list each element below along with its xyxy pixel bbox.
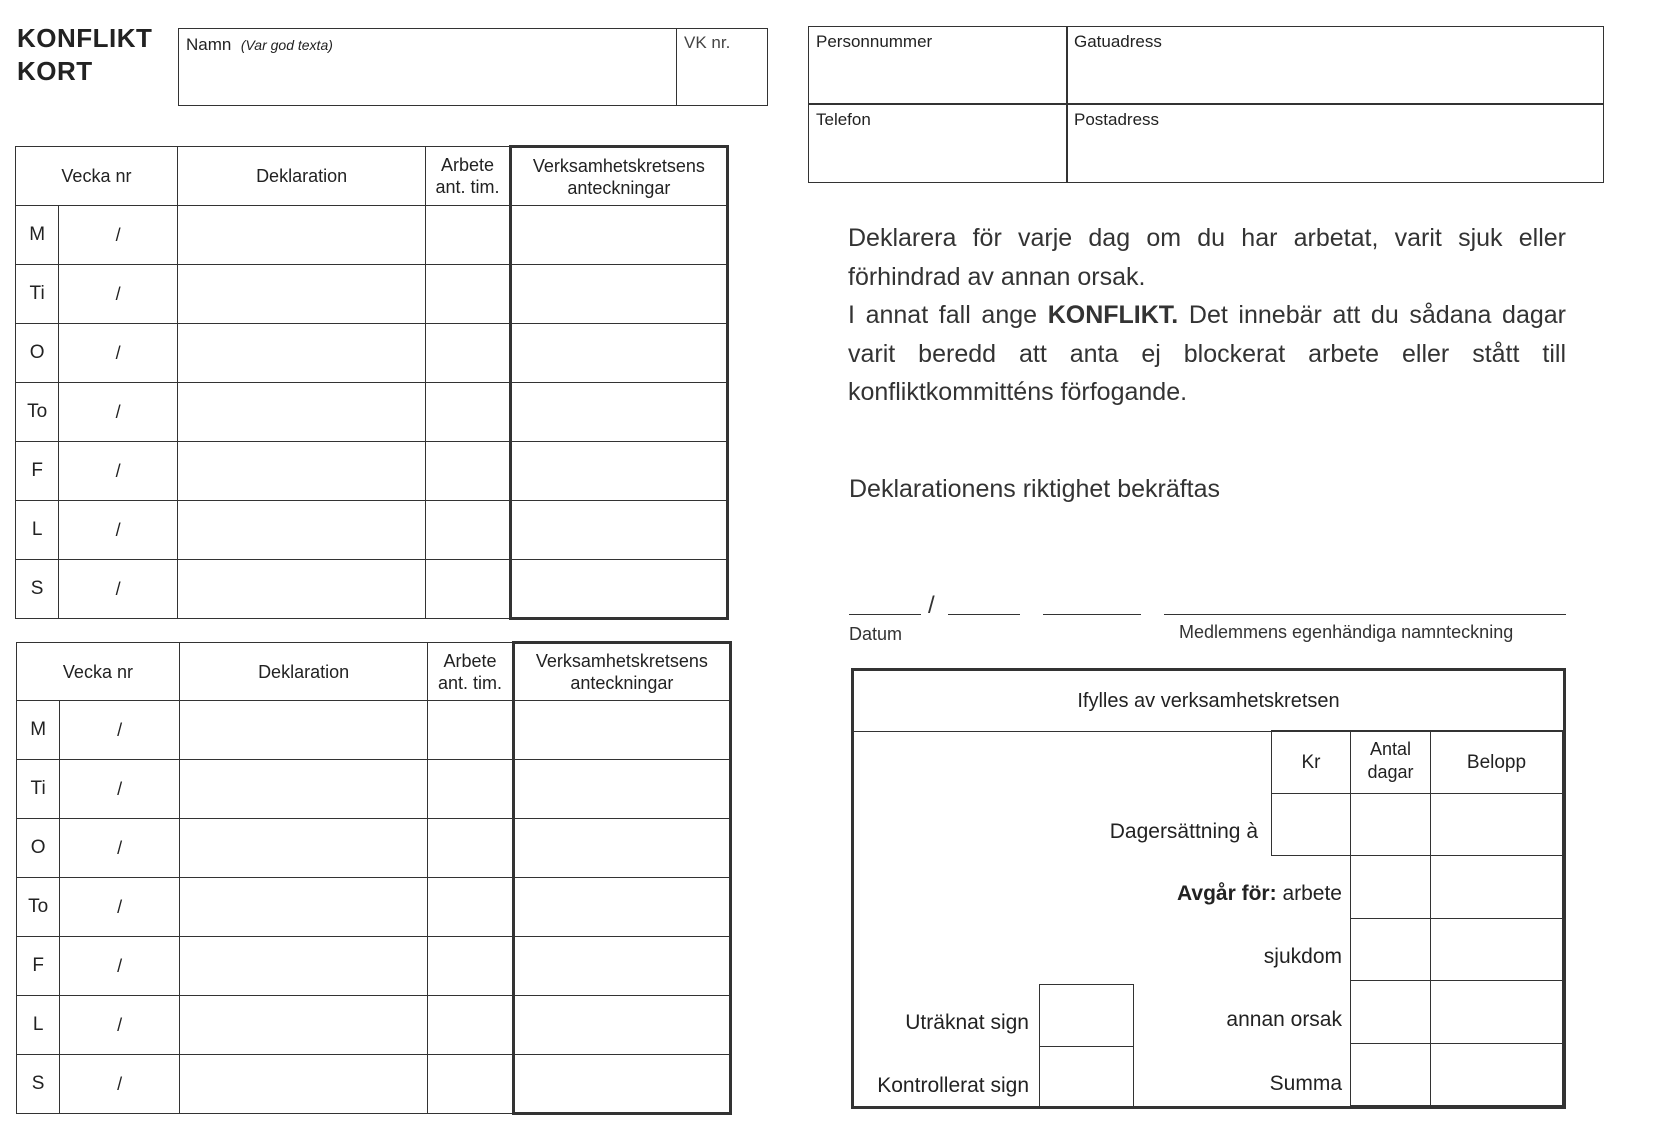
col-week-header: Vecka nr <box>17 643 180 701</box>
sjukdom-antal-field[interactable] <box>1350 918 1431 981</box>
declaration-field[interactable] <box>177 560 425 619</box>
date-field[interactable]: / <box>59 383 178 442</box>
confirm-text: Deklarationens riktighet bekräftas <box>849 475 1221 503</box>
avgar-arbete-label: Avgår för: arbete <box>1177 882 1342 905</box>
title-line-2: KORT <box>17 56 93 86</box>
declaration-field[interactable] <box>179 1055 427 1114</box>
vk-label: VK nr. <box>684 33 731 52</box>
summa-label: Summa <box>1269 1072 1342 1095</box>
date-field[interactable]: / <box>60 937 180 996</box>
work-hours-field[interactable] <box>428 937 513 996</box>
arbete-belopp-field[interactable] <box>1430 855 1563 919</box>
day-label: Ti <box>16 265 59 324</box>
date-field[interactable]: / <box>60 819 180 878</box>
declaration-field[interactable] <box>179 937 427 996</box>
declaration-field[interactable] <box>179 996 427 1055</box>
work-hours-field[interactable] <box>428 819 513 878</box>
date-field[interactable]: / <box>59 324 178 383</box>
notes-field[interactable] <box>513 1055 730 1114</box>
col-declaration-header: Deklaration <box>177 147 425 206</box>
title-line-1: KONFLIKT <box>17 23 153 53</box>
day-label: Ti <box>17 760 60 819</box>
notes-field[interactable] <box>510 501 727 560</box>
work-hours-field[interactable] <box>428 1055 513 1114</box>
col-declaration-header: Deklaration <box>179 643 427 701</box>
notes-field[interactable] <box>513 937 730 996</box>
belopp-label: Belopp <box>1466 752 1527 773</box>
telefon-label: Telefon <box>816 110 871 129</box>
datum-label: Datum <box>849 624 903 644</box>
date-field[interactable]: / <box>60 996 180 1055</box>
date-field[interactable]: / <box>60 760 180 819</box>
day-label: F <box>16 442 59 501</box>
col-work-header: Arbete ant. tim. <box>428 643 513 701</box>
date-field[interactable]: / <box>59 501 178 560</box>
day-label: O <box>17 819 60 878</box>
day-label: F <box>17 937 60 996</box>
signature-line[interactable] <box>1164 614 1566 615</box>
work-hours-field[interactable] <box>428 701 513 760</box>
work-hours-field[interactable] <box>428 760 513 819</box>
name-label: Namn (Var god texta) <box>186 35 333 54</box>
notes-field[interactable] <box>513 819 730 878</box>
work-hours-field[interactable] <box>426 383 510 442</box>
col-notes-header: Verksamhetskretsens anteckningar <box>510 147 727 206</box>
postadress-label: Postadress <box>1074 110 1160 129</box>
date-month-line[interactable] <box>948 614 1020 615</box>
dagers-belopp-field[interactable] <box>1430 793 1563 856</box>
personnummer-label: Personnummer <box>816 32 933 51</box>
declaration-field[interactable] <box>179 701 427 760</box>
signature-label: Medlemmens egenhändiga namnteckning <box>1179 622 1514 642</box>
sjukdom-label: sjukdom <box>1263 945 1342 968</box>
declaration-field[interactable] <box>177 265 425 324</box>
day-label: To <box>17 878 60 937</box>
summa-belopp-field[interactable] <box>1430 1043 1563 1106</box>
date-year-line[interactable] <box>1043 614 1141 615</box>
gatuadress-label: Gatuadress <box>1074 32 1162 51</box>
day-label: S <box>16 560 59 619</box>
col-work-header: Arbete ant. tim. <box>426 147 510 206</box>
instructions-p1: Deklarera för varje dag om du har arbetat, varit sjuk eller förhindrad av annan orsak. <box>848 224 1566 291</box>
declaration-field[interactable] <box>177 324 425 383</box>
day-label: S <box>17 1055 60 1114</box>
utraknat-sign-field[interactable] <box>1039 984 1134 1047</box>
date-field[interactable]: / <box>60 701 180 760</box>
kr-label: Kr <box>1301 752 1321 773</box>
day-label: To <box>16 383 59 442</box>
declaration-field[interactable] <box>177 206 425 265</box>
date-field[interactable]: / <box>59 560 178 619</box>
day-label: M <box>16 206 59 265</box>
card-title <box>17 22 152 88</box>
notes-field[interactable] <box>510 265 727 324</box>
work-hours-field[interactable] <box>426 442 510 501</box>
sjukdom-belopp-field[interactable] <box>1430 918 1563 981</box>
instructions-p2: I annat fall ange KONFLIKT. Det innebär att du sådana dagar varit beredd att anta ej blockerat arbete eller stått till konfliktkommitténs förfogande. <box>848 301 1566 406</box>
day-label: L <box>16 501 59 560</box>
week-table-2 <box>16 641 732 1115</box>
declaration-field[interactable] <box>177 501 425 560</box>
notes-field[interactable] <box>510 560 727 619</box>
konflikt-keyword: KONFLIKT. <box>1047 301 1179 329</box>
day-label: M <box>17 701 60 760</box>
annan-antal-field[interactable] <box>1350 980 1431 1044</box>
dagers-kr-field[interactable] <box>1271 793 1351 856</box>
antal-label: Antal dagar <box>1367 739 1414 782</box>
col-week-header: Vecka nr <box>16 147 178 206</box>
dagersattning-label: Dagersättning à <box>1109 820 1258 843</box>
notes-field[interactable] <box>510 383 727 442</box>
declaration-field[interactable] <box>179 760 427 819</box>
arbete-antal-field[interactable] <box>1350 855 1431 919</box>
notes-field[interactable] <box>510 324 727 383</box>
date-separator: / <box>928 592 935 619</box>
office-title: Ifylles av verksamhetskretsen <box>1077 690 1340 712</box>
notes-field[interactable] <box>513 760 730 819</box>
date-field[interactable]: / <box>59 265 178 324</box>
work-hours-field[interactable] <box>428 878 513 937</box>
kontrollerat-label: Kontrollerat sign <box>877 1074 1029 1097</box>
notes-field[interactable] <box>510 442 727 501</box>
col-notes-header: Verksamhetskretsens anteckningar <box>513 643 730 701</box>
dagers-antal-field[interactable] <box>1350 793 1431 856</box>
notes-field[interactable] <box>510 206 727 265</box>
notes-field[interactable] <box>513 701 730 760</box>
notes-field[interactable] <box>513 996 730 1055</box>
annan-orsak-label: annan orsak <box>1226 1008 1342 1031</box>
work-hours-field[interactable] <box>426 265 510 324</box>
date-field[interactable]: / <box>59 442 178 501</box>
declaration-field[interactable] <box>177 383 425 442</box>
declaration-field[interactable] <box>179 819 427 878</box>
work-hours-field[interactable] <box>426 501 510 560</box>
work-hours-field[interactable] <box>426 560 510 619</box>
summa-antal-field[interactable] <box>1350 1043 1431 1106</box>
declaration-field[interactable] <box>179 878 427 937</box>
annan-belopp-field[interactable] <box>1430 980 1563 1044</box>
work-hours-field[interactable] <box>428 996 513 1055</box>
notes-field[interactable] <box>513 878 730 937</box>
instructions-text <box>848 219 1566 412</box>
date-field[interactable]: / <box>59 206 178 265</box>
day-label: O <box>16 324 59 383</box>
date-field[interactable]: / <box>60 878 180 937</box>
kontrollerat-sign-field[interactable] <box>1039 1046 1134 1107</box>
work-hours-field[interactable] <box>426 324 510 383</box>
utraknat-label: Uträknat sign <box>905 1011 1029 1034</box>
day-label: L <box>17 996 60 1055</box>
declaration-field[interactable] <box>177 442 425 501</box>
date-day-line[interactable] <box>849 614 921 615</box>
week-table-1 <box>15 145 729 620</box>
work-hours-field[interactable] <box>426 206 510 265</box>
date-field[interactable]: / <box>60 1055 180 1114</box>
name-hint: (Var god texta) <box>240 37 333 53</box>
